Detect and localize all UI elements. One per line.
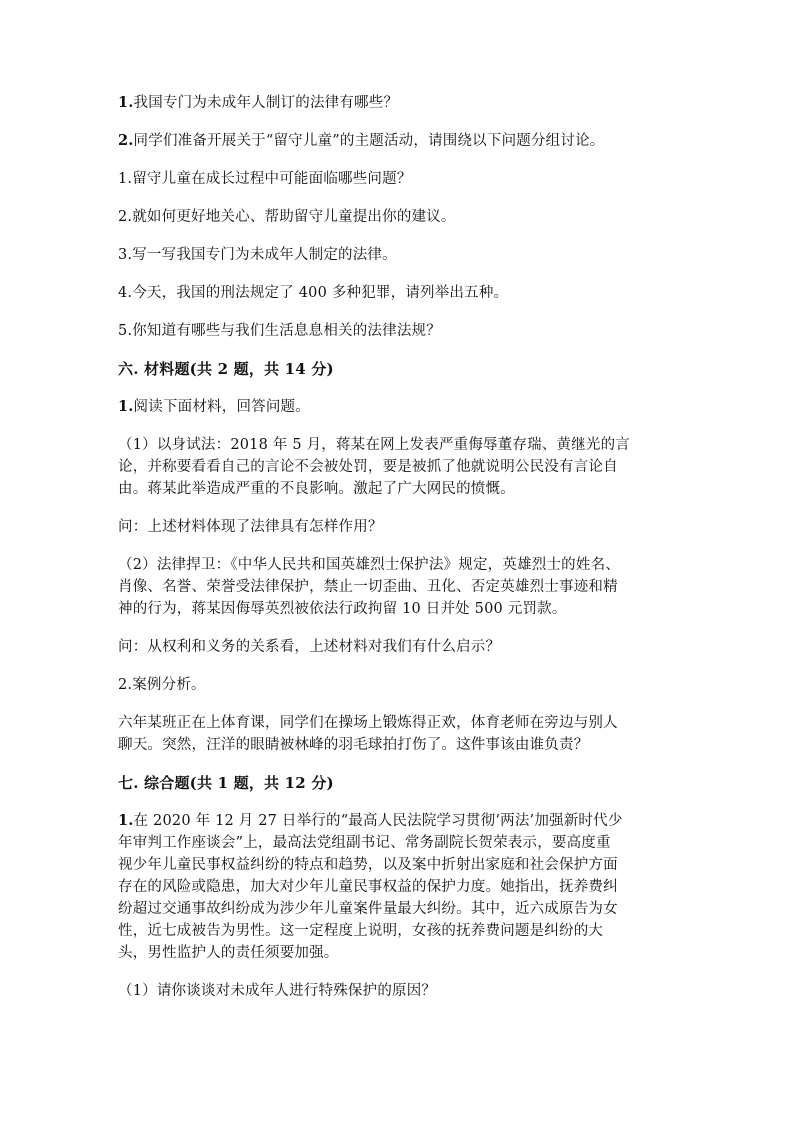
question-number: 2. [118, 132, 134, 149]
question-text: 我国专门为未成年人制订的法律有哪些？ [133, 95, 399, 111]
comprehensive-question-1 [118, 810, 678, 964]
question-text: 同学们准备开展关于“留守儿童”的主题活动，请围绕以下问题分组讨论。 [133, 133, 605, 149]
sub-question-2: 2.就如何更好地关心、帮助留守儿童提出你的建议。 [118, 209, 456, 225]
material-2 [118, 554, 678, 620]
question-4: 4.今天，我国的刑法规定了 400 多种犯罪，请列举出五种。 [118, 285, 509, 301]
question-number: 1. [118, 94, 134, 111]
section-heading-materials: 六. 材料题(共 2 题，共 14 分) [118, 360, 334, 378]
comprehensive-sub-question-1: （1）请你谈谈对未成年人进行特殊保护的原因？ [118, 983, 437, 999]
question-3: 3.写一写我国专门为未成年人制定的法律。 [118, 247, 397, 263]
sub-question-1: 1.留守儿童在成长过程中可能面临哪些问题？ [118, 171, 412, 187]
material-1 [118, 434, 678, 500]
material-line: 由。蒋某此举造成严重的不良影响。激起了广大网民的愤慨。 [118, 481, 515, 497]
materials-question-1 [118, 396, 678, 418]
question-2 [118, 130, 678, 152]
passage-line: 纷超过交通事故纠纷成为涉少年儿童案件量最大纠纷。其中，近六成原告为女 [118, 901, 618, 917]
question-text: 阅读下面材料，回答问题。 [133, 399, 310, 415]
material-1-ask: 问：上述材料体现了法律具有怎样作用？ [118, 519, 383, 535]
passage-line: 头，男性监护人的责任须要加强。 [118, 945, 339, 961]
case-text [118, 712, 678, 756]
materials-question-2: 2.案例分析。 [118, 677, 206, 693]
case-line: 六年某班正在上体育课，同学们在操场上锻炼得正欢，体育老师在旁边与别人 [118, 715, 618, 731]
question-5: 5.你知道有哪些与我们生活息息相关的法律法规？ [118, 323, 441, 339]
question-number: 1. [118, 812, 134, 829]
material-line: （1）以身试法：2018 年 5 月，蒋某在网上发表严重侮辱董存瑞、黄继光的言 [118, 437, 630, 453]
question-number: 1. [118, 398, 134, 415]
passage-line: 1.在 2020 年 12 月 27 日举行的“最高人民法院学习贯彻‘两法’加强新时代少 [118, 812, 623, 829]
passage-line: 视少年儿童民事权益纠纷的特点和趋势，以及案中折射出家庭和社会保护方面 [118, 857, 618, 873]
material-line: （2）法律捍卫：《中华人民共和国英雄烈士保护法》规定，英雄烈士的姓名、 [118, 557, 620, 573]
case-line: 聊天。突然，汪洋的眼睛被林峰的羽毛球拍打伤了。这件事该由谁负责？ [118, 737, 589, 753]
material-line: 肖像、名誉、荣誉受法律保护，禁止一切歪曲、丑化、否定英雄烈士事迹和精 [118, 579, 618, 595]
section-heading-comprehensive: 七. 综合题(共 1 题，共 12 分) [118, 774, 334, 792]
passage-line: 年审判工作座谈会”上，最高法党组副书记、常务副院长贺荣表示，要高度重 [118, 835, 611, 851]
question-1 [118, 92, 678, 114]
passage-line: 性，近七成被告为男性。这一定程度上说明，女孩的抚养费问题是纠纷的大 [118, 923, 604, 939]
passage-line: 存在的风险或隐患，加大对少年儿童民事权益的保护力度。她指出，抚养费纠 [118, 879, 618, 895]
material-2-ask: 问：从权利和义务的关系看，上述材料对我们有什么启示？ [118, 639, 501, 655]
material-line: 神的行为，蒋某因侮辱英烈被依法行政拘留 10 日并处 500 元罚款。 [118, 601, 567, 617]
document-page [118, 92, 678, 1018]
material-line: 论，并称要看看自己的言论不会被处罚，要是被抓了他就说明公民没有言论自 [118, 459, 618, 475]
